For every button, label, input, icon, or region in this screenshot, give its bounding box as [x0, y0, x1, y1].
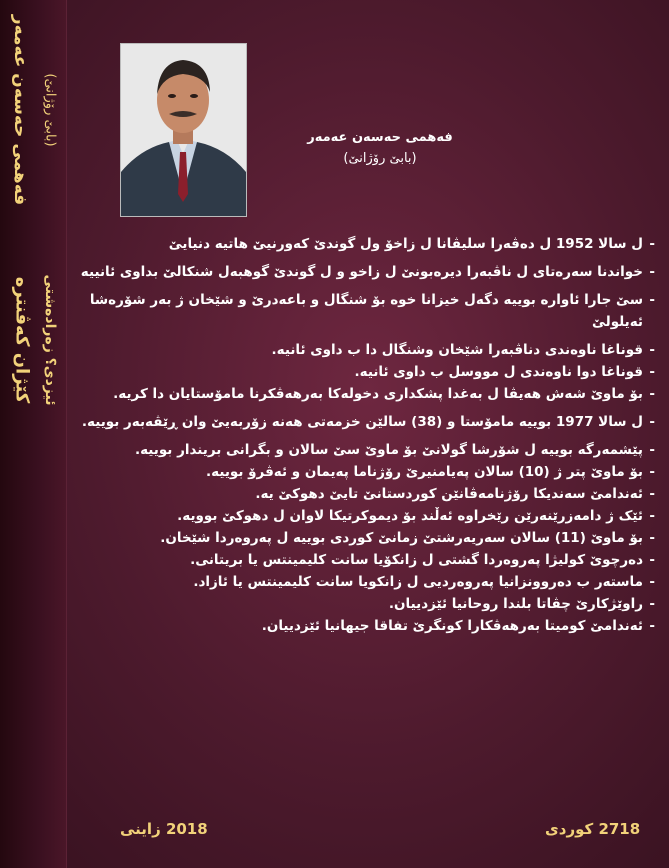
bio-item: - بۆ ماوێ پتر ژ (10) سالان پەیامنیرێ رۆژناما پەیمان و ئەڤرۆ بوییە. — [80, 461, 655, 483]
footer-year-gregorian: 2018 زاینی — [120, 820, 208, 838]
bio-item: - ئەندامێ کومیتا بەرهەڤکارا کونگرێ تفاقا جیهانیا ئێزدییان. — [80, 615, 655, 637]
bio-item: - دەرچوێ کولیژا پەروەردا گشتی ل زانکۆیا سانت کلیمینتس یا بریتانی. — [80, 549, 655, 571]
bio-item: - ئێک ژ دامەزرێنەرێن رێخراوە ئەڵند بۆ دیموکرتیکا لاوان ل دهوکێ بوویە. — [80, 505, 655, 527]
spine-subtitle: ئیزدی؟ زەرادەشتی — [42, 274, 58, 406]
bio-item: - بۆ ماوێ (11) سالان سەریەرشتێ زمانێ کوردی بوییە ل پەروەردا شێخان. — [80, 527, 655, 549]
spine-nickname: (بابێ رۆژانێ) — [42, 73, 58, 147]
bio-item: - ل سالا 1977 بوییە مامۆستا و (38) سالێن خزمەتی هەنە زۆربەیێ وان ڕێڤەبەر بوییە. — [80, 411, 655, 433]
author-name: فەهمی حەسەن عەمەر — [307, 130, 453, 145]
bio-item: - قوناغا ناوەندی دناڤبەرا شێخان وشنگال دا ب داوی ئانیە. — [80, 339, 655, 361]
author-portrait-icon — [121, 44, 246, 216]
bio-item: - پێشمەرگە بوییە ل شۆرشا گولانێ بۆ ماوێ سێ سالان و بگرانی بریندار بوییە. — [80, 439, 655, 461]
bio-item: - ئەندامێ سەندیکا رۆژنامەڤانێن کوردستانێ تایێ دهوکێ یە. — [80, 483, 655, 505]
book-spine — [0, 0, 67, 868]
spine-title: کێژان کەڤنترە — [11, 276, 33, 404]
author-nickname: (بابێ رۆژانێ) — [343, 151, 417, 166]
bio-item: - بۆ ماوێ شەش هەیڤا ل بەغدا پشکداری دخولەکا بەرهەڤکرنا مامۆستایان دا کریە. — [80, 383, 655, 405]
footer-year-kurdish: 2718 کوردی — [545, 820, 641, 838]
bio-item: - ل سالا 1952 ل دەڤەرا سلیڤانا ل زاخۆ ول گوندێ کەورنیێ هاتیە دنیایێ — [80, 233, 655, 255]
biography-list — [80, 233, 655, 637]
bio-item: - راوێژکارێ چڤاتا بلندا روحانیا ئێزدییان. — [80, 593, 655, 615]
bio-item: - قوناغا دوا ناوەندی ل مووسل ب داوی ئانیە. — [80, 361, 655, 383]
bio-item: - خواندنا سەرەتای ل ناڤبەرا دیرەبونێ ل زاخو و ل گوندێ گوهبەل شنکالێ بداوی ئانییە — [80, 261, 655, 283]
author-name-block — [270, 130, 490, 166]
bio-item: - سێ جارا ئاوارە بوییە دگەل خیزانا خوە بۆ شنگال و باعەدرێ و شێخان ژ بەر شۆرەشا ئەیلولێ — [80, 289, 655, 333]
author-photo — [120, 43, 247, 217]
bio-item: - ماستەر ب دەروونزانیا پەروەردیی ل زانکویا سانت کلیمینتس یا ئازاد. — [80, 571, 655, 593]
spine-author: فەهمی حەسەن عەمەر — [10, 14, 30, 206]
